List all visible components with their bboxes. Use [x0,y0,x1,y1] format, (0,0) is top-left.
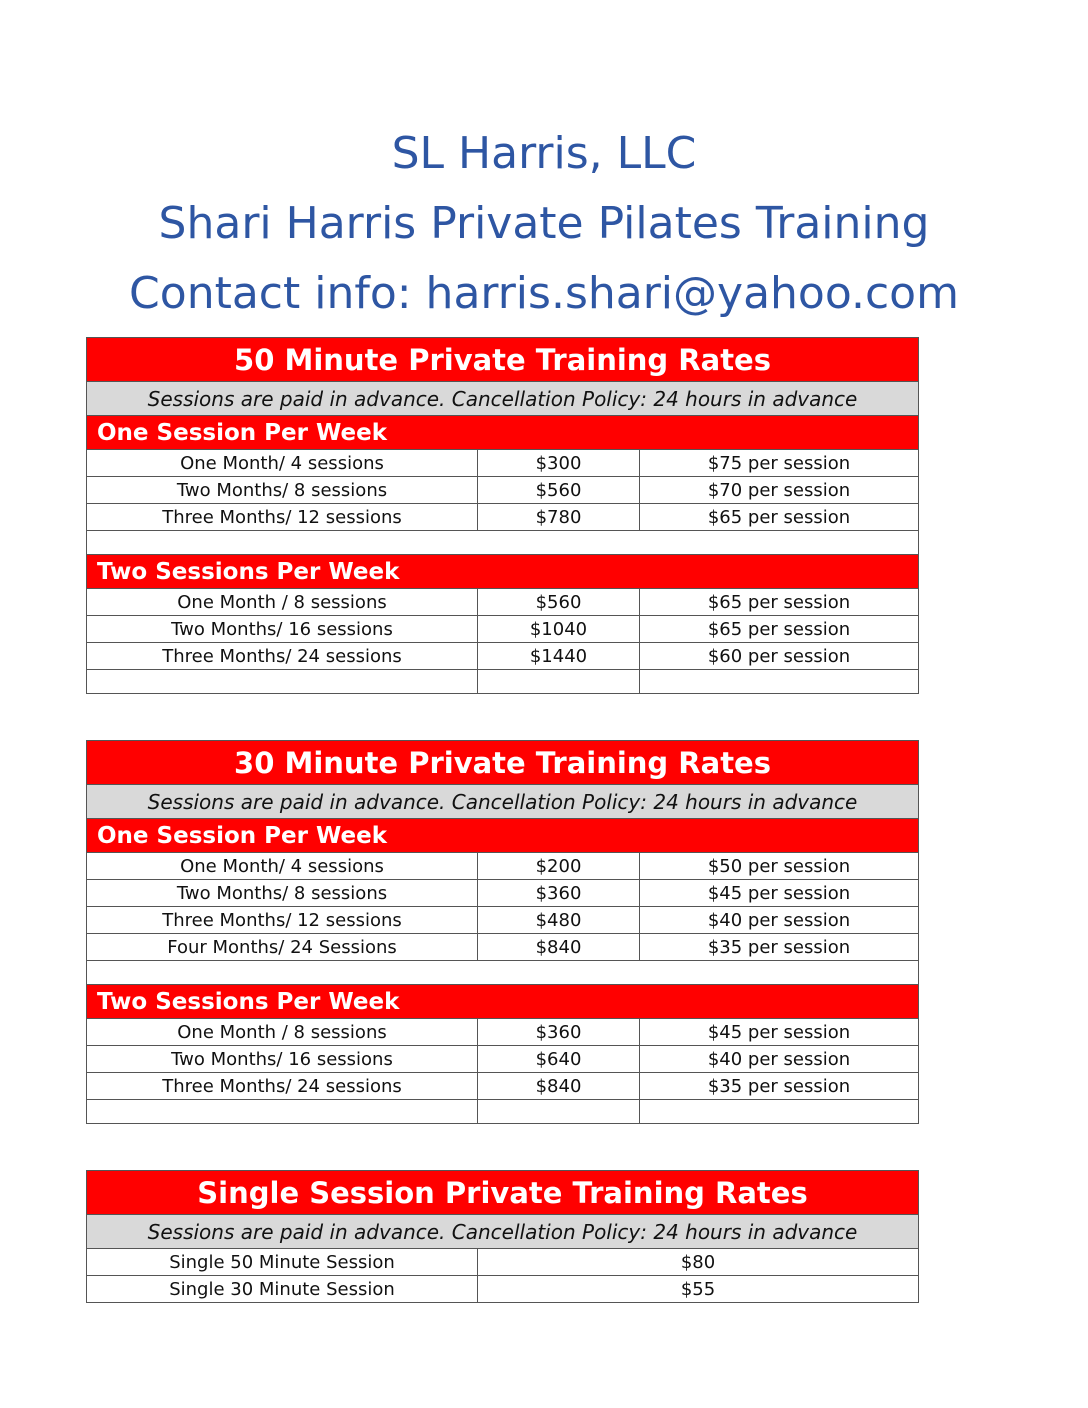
price-cell: $1440 [478,643,640,670]
price-cell: $780 [478,504,640,531]
policy-note: Sessions are paid in advance. Cancellation Policy: 24 hours in advance [87,1215,919,1249]
table-row [87,477,919,504]
term-cell: Two Months/ 16 sessions [87,1046,478,1073]
rates-table-50-minute [86,337,919,694]
term-cell: Two Months/ 16 sessions [87,616,478,643]
term-cell: One Month/ 4 sessions [87,450,478,477]
table-title: Single Session Private Training Rates [87,1171,919,1215]
term-cell: Single 50 Minute Session [87,1249,478,1276]
policy-note: Sessions are paid in advance. Cancellation Policy: 24 hours in advance [87,382,919,416]
studio-name: Shari Harris Private Pilates Training [158,198,930,249]
rates-table-single-session [86,1170,919,1303]
contact-info: Contact info: harris.shari@yahoo.com [129,268,959,319]
table-row [87,907,919,934]
table-row [87,504,919,531]
per-session-cell: $65 per session [640,589,919,616]
price-cell: $360 [478,880,640,907]
table-row [87,1046,919,1073]
table-row [87,450,919,477]
term-cell: Three Months/ 12 sessions [87,504,478,531]
price-cell: $55 [478,1276,919,1303]
table-row [87,853,919,880]
table-row [87,589,919,616]
table-title: 50 Minute Private Training Rates [87,338,919,382]
blank-row [87,1100,919,1124]
price-cell: $560 [478,589,640,616]
term-cell: Two Months/ 8 sessions [87,477,478,504]
term-cell: Three Months/ 24 sessions [87,643,478,670]
per-session-cell: $70 per session [640,477,919,504]
table-row [87,1019,919,1046]
term-cell: One Month / 8 sessions [87,1019,478,1046]
term-cell: Three Months/ 24 sessions [87,1073,478,1100]
per-session-cell: $50 per session [640,853,919,880]
table-row [87,1276,919,1303]
policy-note: Sessions are paid in advance. Cancellation Policy: 24 hours in advance [87,785,919,819]
section-header: One Session Per Week [87,819,919,853]
term-cell: One Month / 8 sessions [87,589,478,616]
term-cell: Three Months/ 12 sessions [87,907,478,934]
price-cell: $840 [478,1073,640,1100]
blank-row [87,961,919,985]
price-cell: $360 [478,1019,640,1046]
per-session-cell: $35 per session [640,934,919,961]
price-cell: $300 [478,450,640,477]
price-cell: $200 [478,853,640,880]
blank-row [87,670,919,694]
table-row [87,616,919,643]
section-header: Two Sessions Per Week [87,985,919,1019]
price-cell: $80 [478,1249,919,1276]
price-cell: $840 [478,934,640,961]
price-cell: $560 [478,477,640,504]
per-session-cell: $40 per session [640,1046,919,1073]
per-session-cell: $35 per session [640,1073,919,1100]
per-session-cell: $40 per session [640,907,919,934]
table-title: 30 Minute Private Training Rates [87,741,919,785]
table-row [87,643,919,670]
term-cell: One Month/ 4 sessions [87,853,478,880]
per-session-cell: $65 per session [640,504,919,531]
table-row [87,1249,919,1276]
per-session-cell: $45 per session [640,880,919,907]
section-header: Two Sessions Per Week [87,555,919,589]
rates-table-30-minute [86,740,919,1124]
price-cell: $480 [478,907,640,934]
company-name: SL Harris, LLC [391,128,697,179]
price-cell: $1040 [478,616,640,643]
price-cell: $640 [478,1046,640,1073]
term-cell: Two Months/ 8 sessions [87,880,478,907]
per-session-cell: $65 per session [640,616,919,643]
term-cell: Four Months/ 24 Sessions [87,934,478,961]
table-row [87,880,919,907]
table-row [87,934,919,961]
section-header: One Session Per Week [87,416,919,450]
per-session-cell: $45 per session [640,1019,919,1046]
term-cell: Single 30 Minute Session [87,1276,478,1303]
per-session-cell: $60 per session [640,643,919,670]
per-session-cell: $75 per session [640,450,919,477]
table-row [87,1073,919,1100]
blank-row [87,531,919,555]
